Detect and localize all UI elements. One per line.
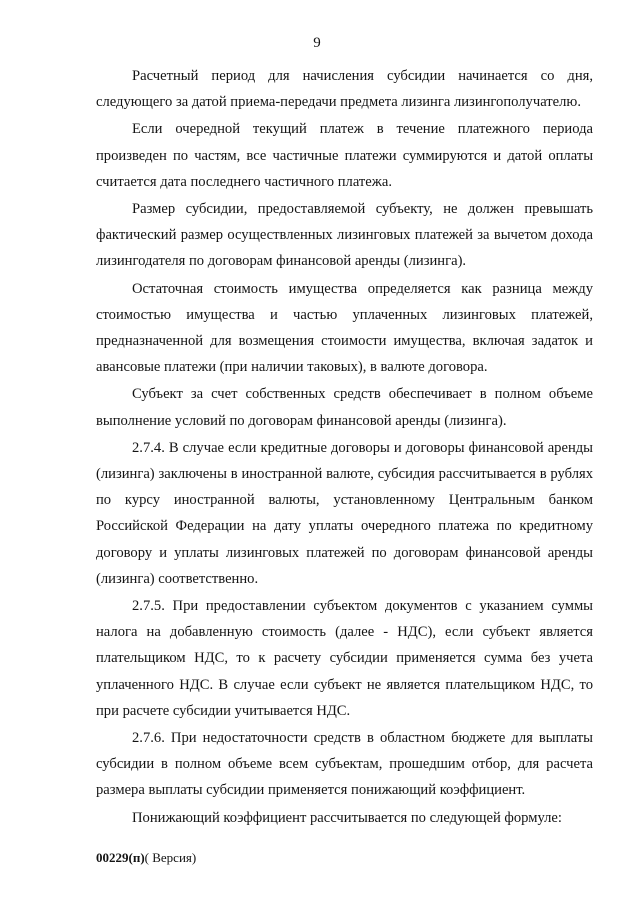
version-label: ( Версия)	[144, 850, 197, 865]
paragraph-billing-period: Расчетный период для начисления субсидии начинается со дня, следующего за датой приема-передачи предмета лизинга лизингополучателю.	[96, 68, 593, 111]
paragraph-2-7-6: 2.7.6. При недостаточности средств в областном бюджете для выплаты субсидии в полном объеме всем субъектам, прошедшим отбор, для расчета размера выплаты субсидии применяется понижающий коэффициент.	[96, 730, 593, 799]
paragraph-2-7-4: 2.7.4. В случае если кредитные договоры и договоры финансовой аренды (лизинга) заключены в иностранной валюте, субсидия рассчитывается в рублях по курсу иностранной валюты, установленному Центральным банком Российской Федерации на дату уплаты очередного платежа по кредитному договору и уплаты лизинговых платежей по договорам финансовой аренды (лизинга) соответственно.	[96, 439, 593, 587]
document-footer	[96, 850, 196, 866]
paragraph-own-funds: Субъект за счет собственных средств обеспечивает в полном объеме выполнение условий по договорам финансовой аренды (лизинга).	[96, 386, 593, 429]
paragraph-partial-payments: Если очередной текущий платеж в течение платежного периода произведен по частям, все частичные платежи суммируются и датой оплаты считается дата последнего частичного платежа.	[96, 121, 593, 190]
paragraph-2-7-5: 2.7.5. При предоставлении субъектом документов с указанием суммы налога на добавленную стоимость (далее - НДС), если субъект является плательщиком НДС, то к расчету субсидии применяется сумма без учета уплаченного НДС. В случае если субъект не является плательщиком НДС, то при расчете субсидии учитывается НДС.	[96, 598, 593, 719]
page-number: 9	[313, 35, 321, 51]
paragraph-formula-intro: Понижающий коэффициент рассчитывается по следующей формуле:	[132, 809, 562, 826]
document-body	[96, 63, 593, 832]
paragraph-subsidy-size: Размер субсидии, предоставляемой субъекту, не должен превышать фактический размер осуществленных лизинговых платежей за вычетом дохода лизингодателя по договорам финансовой аренды (лизинга).	[96, 201, 593, 270]
document-code: 00229(п)	[96, 850, 145, 865]
paragraph-residual-value: Остаточная стоимость имущества определяется как разница между стоимостью имущества и частью уплаченных лизинговых платежей, предназначенной для возмещения стоимости имущества, включая задаток и авансовые платежи (при наличии таковых), в валюте договора.	[96, 280, 593, 376]
